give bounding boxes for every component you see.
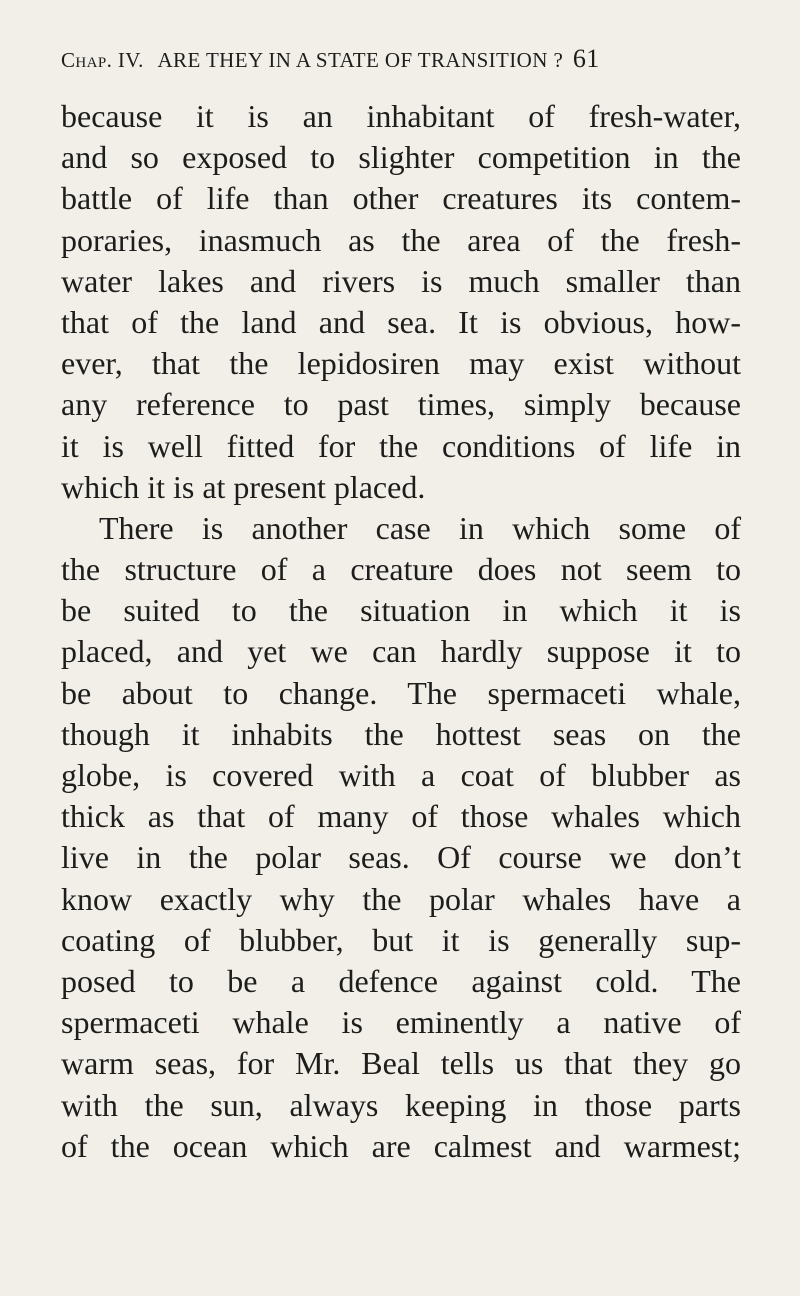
text-line: water lakes and rivers is much smaller than (61, 262, 741, 299)
chapter-title: ARE THEY IN A STATE OF TRANSITION ? (157, 48, 564, 72)
text-line: though it inhabits the hottest seas on the (61, 715, 741, 752)
text-line: spermaceti whale is eminently a native of (61, 1004, 741, 1041)
text-line: live in the polar seas. Of course we don’t (61, 839, 741, 876)
running-head (61, 44, 761, 84)
text-line: warm seas, for Mr. Beal tells us that they go (61, 1045, 741, 1082)
paragraph-2 (61, 508, 741, 1167)
text-line: thick as that of many of those whales which (61, 798, 741, 835)
text-line: any reference to past times, simply because (61, 386, 741, 423)
text-line: be about to change. The spermaceti whale, (61, 674, 741, 711)
text-line: with the sun, always keeping in those parts (61, 1086, 741, 1123)
text-line: posed to be a defence against cold. The (61, 962, 741, 999)
text-line: of the ocean which are calmest and warmest; (61, 1127, 741, 1164)
text-line: globe, is covered with a coat of blubber as (61, 757, 741, 793)
text-line: There is another case in which some of (99, 509, 741, 546)
page-number: 61 (572, 44, 600, 73)
text-line: be suited to the situation in which it is (61, 592, 741, 629)
chapter-label: Chap. IV. (61, 48, 144, 72)
text-line: know exactly why the polar whales have a (61, 880, 741, 917)
text-line: and so exposed to slighter competition in the (61, 139, 741, 176)
text-line: ever, that the lepidosiren may exist without (61, 345, 741, 382)
text-line: it is well fitted for the conditions of life in (61, 427, 741, 464)
text-line: the structure of a creature does not seem to (61, 551, 741, 588)
text-line: battle of life than other creatures its contem- (61, 180, 741, 217)
text-line: coating of blubber, but it is generally sup- (61, 921, 741, 958)
text-line: because it is an inhabitant of fresh-water, (61, 98, 741, 134)
text-line: poraries, inasmuch as the area of the fresh- (61, 221, 741, 258)
body-text (61, 96, 741, 1167)
text-line: placed, and yet we can hardly suppose it to (61, 633, 741, 670)
text-line: which it is at present placed. (61, 468, 426, 505)
text-line: that of the land and sea. It is obvious, how- (61, 303, 741, 340)
paragraph-1 (61, 96, 741, 508)
